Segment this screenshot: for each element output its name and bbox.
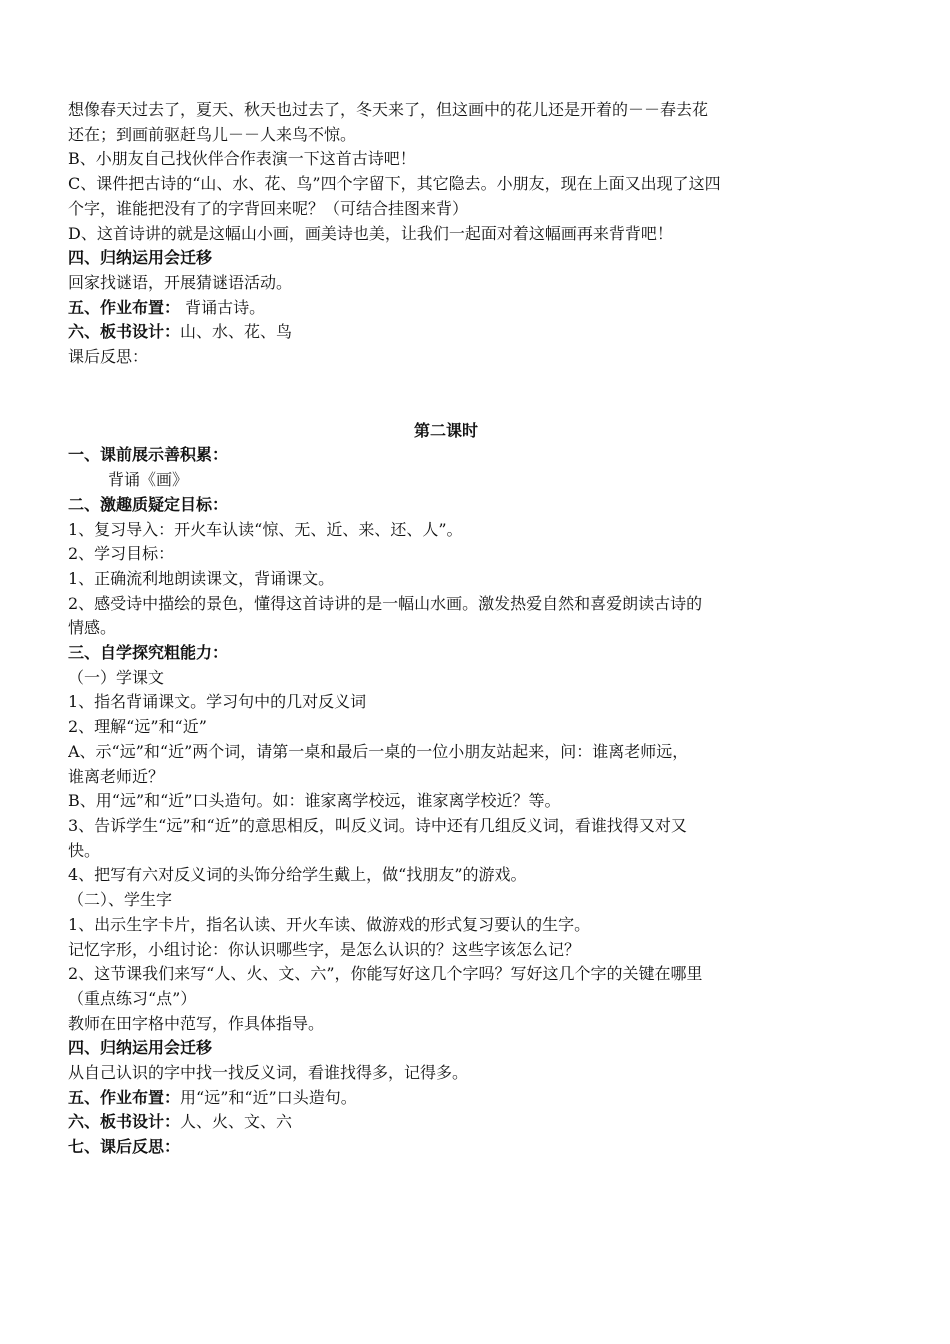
text-line: 1、复习导入：开火车认读“惊、无、近、来、还、人”。	[68, 519, 463, 539]
text-line: 还在；到画前驱赶鸟儿－－人来鸟不惊。	[68, 124, 357, 144]
text-line: 个字，谁能把没有了的字背回来呢？（可结合挂图来背）	[68, 198, 469, 218]
text-line: （重点练习“点”）	[68, 988, 197, 1008]
text-line: 情感。	[68, 618, 117, 638]
text-line: 从自己认识的字中找一找反义词，看谁找得多，记得多。	[68, 1063, 469, 1083]
text-line: 1、出示生字卡片，指名认读、开火车读、做游戏的形式复习要认的生字。	[68, 914, 591, 934]
board-design-line	[68, 1110, 824, 1135]
board-design-line	[68, 320, 824, 345]
section-text: 人、火、文、六	[180, 1112, 293, 1132]
text-line: 4、把写有六对反义词的头饰分给学生戴上，做“找朋友”的游戏。	[68, 865, 527, 885]
section-heading: 七、课后反思：	[68, 1137, 181, 1157]
text-line: 教师在田字格中范写，作具体指导。	[68, 1013, 325, 1033]
section-heading: 四、归纳运用会迁移	[68, 248, 213, 268]
section-heading: 六、板书设计：	[68, 322, 181, 342]
text-line: （一）学课文	[68, 667, 165, 687]
text-line: 背诵《画》	[108, 470, 189, 490]
text-line: 2、感受诗中描绘的景色，懂得这首诗讲的是一幅山水画。激发热爱自然和喜爱朗读古诗的	[68, 593, 703, 613]
section-heading: 四、归纳运用会迁移	[68, 1038, 213, 1058]
text-line: 1、正确流利地朗读课文，背诵课文。	[68, 568, 335, 588]
section-text: 山、水、花、鸟	[180, 322, 293, 342]
text-line: 2、这节课我们来写“人、火、文、六”，你能写好这几个字吗？写好这几个字的关键在哪里	[68, 964, 703, 984]
text-line: A、示“远”和“近”两个词，请第一桌和最后一桌的一位小朋友站起来，问：谁离老师远，	[68, 741, 689, 761]
text-line: 谁离老师近？	[68, 766, 165, 786]
section-text: 用“远”和“近”口头造句。	[180, 1087, 357, 1107]
text-line: B、用“远”和“近”口头造句。如：谁家离学校远，谁家离学校近？等。	[68, 791, 561, 811]
homework-line	[68, 1086, 824, 1111]
text-line: 2、理解“远”和“近”	[68, 717, 207, 737]
homework-line	[68, 296, 824, 321]
text-line: 课后反思：	[68, 347, 149, 367]
section-heading: 五、作业布置：	[68, 1087, 181, 1107]
text-line: 1、指名背诵课文。学习句中的几对反义词	[68, 692, 367, 712]
text-line: 2、学习目标：	[68, 544, 175, 564]
text-line: 3、告诉学生“远”和“近”的意思相反，叫反义词。诗中还有几组反义词，看谁找得又对又	[68, 815, 687, 835]
text-line: 想像春天过去了，夏天、秋天也过去了，冬天来了，但这画中的花儿还是开着的－－春去花	[68, 100, 709, 119]
text-line: （二）、学生字	[68, 890, 173, 910]
section-heading: 三、自学探究粗能力：	[68, 643, 229, 663]
document-page	[68, 98, 824, 1160]
text-line: C、课件把古诗的“山、水、花、鸟”四个字留下，其它隐去。小朋友，现在上面又出现了这四	[68, 174, 721, 194]
text-line: 回家找谜语，开展猜谜语活动。	[68, 272, 293, 292]
section-text: 背诵古诗。	[180, 297, 266, 317]
spacer	[68, 370, 824, 419]
text-line: 快。	[68, 840, 101, 860]
text-line: 记忆字形，小组讨论：你认识哪些字，是怎么认识的？这些字该怎么记？	[68, 939, 581, 959]
section-heading: 五、作业布置：	[68, 297, 181, 317]
section-heading: 二、激趣质疑定目标：	[68, 494, 229, 514]
section-heading: 六、板书设计：	[68, 1112, 181, 1132]
section-heading: 一、课前展示善积累：	[68, 445, 229, 465]
text-line: D、这首诗讲的就是这幅山小画，画美诗也美，让我们一起面对着这幅画再来背背吧！	[68, 223, 673, 243]
lesson-title: 第二课时	[413, 420, 478, 440]
text-line: B、小朋友自己找伙伴合作表演一下这首古诗吧！	[68, 149, 416, 169]
